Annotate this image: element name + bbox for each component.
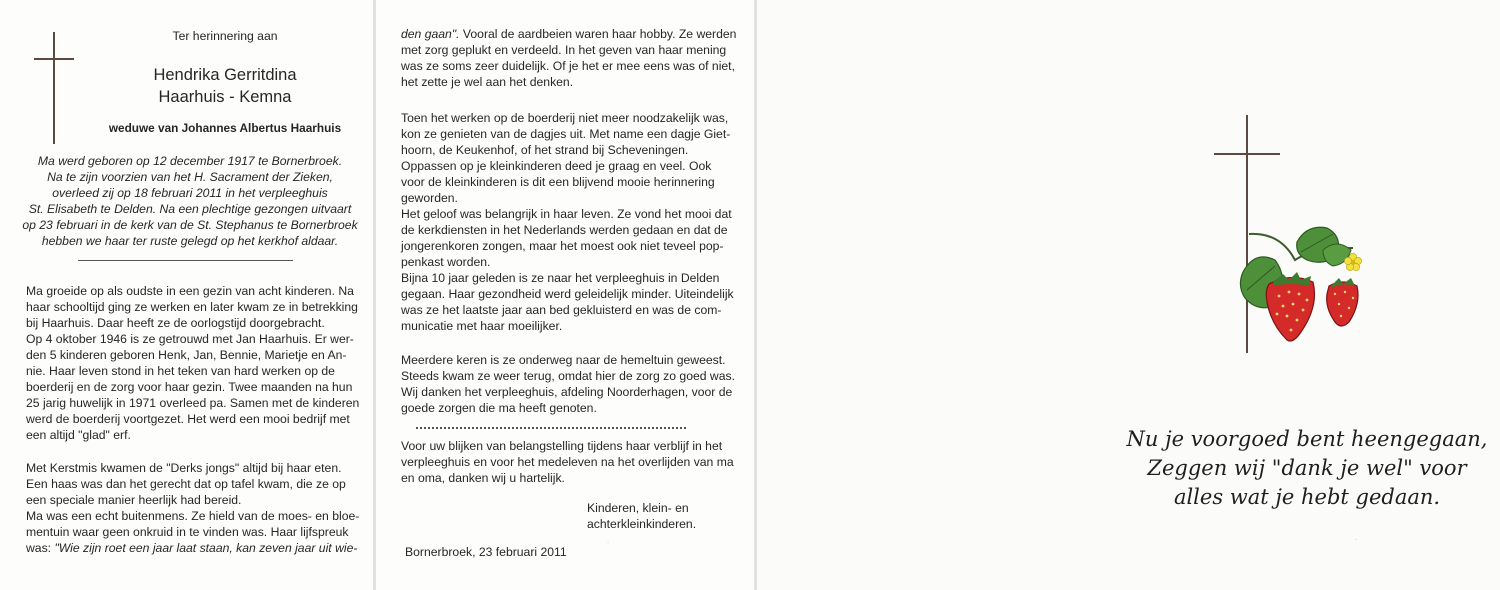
text-span: Vooral de aardbeien waren haar hobby. Ze werden <box>459 27 737 41</box>
text-line: boerderij en de zorg voor haar gezin. Twee maanden na hun <box>26 380 353 394</box>
text-line: Met Kerstmis kwamen de "Derks jongs" altijd bij haar eten. <box>26 461 342 475</box>
text-line: Oppassen op je kleinkinderen deed je graag en veel. Ook <box>401 159 712 173</box>
card-panel-right <box>757 0 1500 590</box>
text-line: gegaan. Haar gezondheid werd geleidelijk minder. Uiteindelijk <box>401 287 734 301</box>
text-line: met zorg geplukt en verdeeld. In het geven van haar mening <box>401 43 727 57</box>
text-line: verpleeghuis en voor het medeleven na het overlijden van ma <box>401 455 734 469</box>
bio-line: Na te zijn voorzien van het H. Sacrament der Zieken, <box>47 170 333 184</box>
text-line: haar schooltijd ging ze werken en later kwam ze in betrekking <box>26 300 358 314</box>
text-line: den 5 kinderen geboren Henk, Jan, Bennie, Marietje en An- <box>26 348 347 362</box>
text-line: Een haas was dan het gerecht dat op tafel kwam, die ze op <box>26 477 346 491</box>
bio-line: St. Elisabeth te Delden. Na een plechtige gezongen uitvaart <box>28 202 352 216</box>
widow-line: weduwe van Johannes Albertus Haarhuis <box>108 121 342 135</box>
text-span: was: <box>26 541 55 555</box>
intro-text: Ter herinnering aan <box>172 29 278 43</box>
text-line: Toen het werken op de boerderij niet meer noodzakelijk was, <box>401 111 729 125</box>
text-line: een altijd "glad" erf. <box>26 428 131 442</box>
text-line: municatie met haar moeilijker. <box>401 319 563 333</box>
place-date: Bornerbroek, 23 februari 2011 <box>405 545 567 559</box>
text-line: nie. Haar leven stond in het teken van hard werken op de <box>26 364 335 378</box>
text-line: hoorn, de Keukenhof, of het strand bij Scheveningen. <box>401 143 689 157</box>
text-line: het zette je wel aan het denken. <box>401 75 574 89</box>
text-line: was ze soms zeer duidelijk. Of je het er mee eens was of niet, <box>401 59 735 73</box>
text-line: 25 jarig huwelijk in 1971 overleed pa. Samen met de kinderen <box>26 396 360 410</box>
strawberry-illustration <box>1235 220 1383 350</box>
bio-line: Ma werd geboren op 12 december 1917 te Bornerbroek. <box>37 154 343 168</box>
deceased-name: Hendrika Gerritdina <box>153 66 297 84</box>
divider-line <box>78 260 293 261</box>
poem-line: Zeggen wij "dank je wel" voor <box>1147 456 1467 480</box>
text-line <box>26 540 357 556</box>
text-line: mentuin waar geen onkruid in te vinden was. Haar lijfspreuk <box>26 525 349 539</box>
poem-line: alles wat je hebt gedaan. <box>1173 485 1441 509</box>
bio-line: overleed zij op 18 februari 2011 in het verpleeghuis <box>52 186 328 200</box>
strawberry <box>1327 282 1358 326</box>
text-line: werd de boerderij voortgezet. Het werd een mooi bedrijf met <box>26 412 350 426</box>
text-line: Bijna 10 jaar geleden is ze naar het verpleeghuis in Delden <box>401 271 720 285</box>
text-line: penkast worden. <box>401 255 491 269</box>
text-line: bij Haarhuis. Daar heeft ze de oorlogstijd doorgebracht. <box>26 316 325 330</box>
poem-line: Nu je voorgoed bent heengegaan, <box>1126 427 1488 451</box>
text-line: jongerenkoren zongen, maar het moest ook niet teveel pop- <box>401 239 724 253</box>
motto-quote: "Wie zijn roet een jaar laat staan, kan zeven jaar uit wie- <box>54 541 358 555</box>
text-line: geworden. <box>401 191 458 205</box>
text-line <box>401 26 736 42</box>
text-line: een speciale manier heerlijk had bereid. <box>26 493 242 507</box>
text-line: Wij danken het verpleeghuis, afdeling Noorderhagen, voor de <box>401 385 733 399</box>
text-line: Steeds kwam ze weer terug, omdat hier de zorg zo goed was. <box>401 369 735 383</box>
text-line: Op 4 oktober 1946 is ze getrouwd met Jan Haarhuis. Er wer- <box>26 332 354 346</box>
deceased-surname: Haarhuis - Kemna <box>158 88 292 106</box>
text-line: en oma, danken wij u hartelijk. <box>401 471 565 485</box>
bio-line: hebben we haar ter ruste gelegd op het kerkhof aldaar. <box>41 234 339 248</box>
text-line: kon ze genieten van de dagjes uit. Met name een dagje Giet- <box>401 127 731 141</box>
text-line: voor de kleinkinderen is dit een blijvend mooie herinnering <box>401 175 715 189</box>
text-line: goede zorgen die ma heeft genoten. <box>401 401 597 415</box>
strawberry <box>1266 277 1314 341</box>
text-line: de kerkdiensten in het Nederlands werden gedaan en dat de <box>401 223 728 237</box>
text-line: was ze het laatste jaar aan bed gekluisterd en was de com- <box>401 303 722 317</box>
paper-speck: ˙ <box>1355 538 1358 548</box>
signature-line: achterkleinkinderen. <box>587 517 697 531</box>
card-panel-left <box>0 0 373 590</box>
text-line: Ma was een echt buitenmens. Ze hield van de moes- en bloe- <box>26 509 360 523</box>
text-line: Ma groeide op als oudste in een gezin van acht kinderen. Na <box>26 284 354 298</box>
motto-quote-end: den gaan". <box>401 27 460 41</box>
signature-line: Kinderen, klein- en <box>587 501 689 515</box>
dotted-divider <box>416 427 686 429</box>
text-line: Voor uw blijken van belangstelling tijdens haar verblijf in het <box>401 439 723 453</box>
paper-speck: ˙ <box>607 541 610 551</box>
text-line: Het geloof was belangrijk in haar leven. Ze vond het mooi dat <box>401 207 732 221</box>
card-panel-middle <box>376 0 754 590</box>
text-line: Meerdere keren is ze onderweg naar de hemeltuin geweest. <box>401 353 726 367</box>
bio-line: op 23 februari in de kerk van de St. Stephanus te Bornerbroek <box>22 218 358 232</box>
